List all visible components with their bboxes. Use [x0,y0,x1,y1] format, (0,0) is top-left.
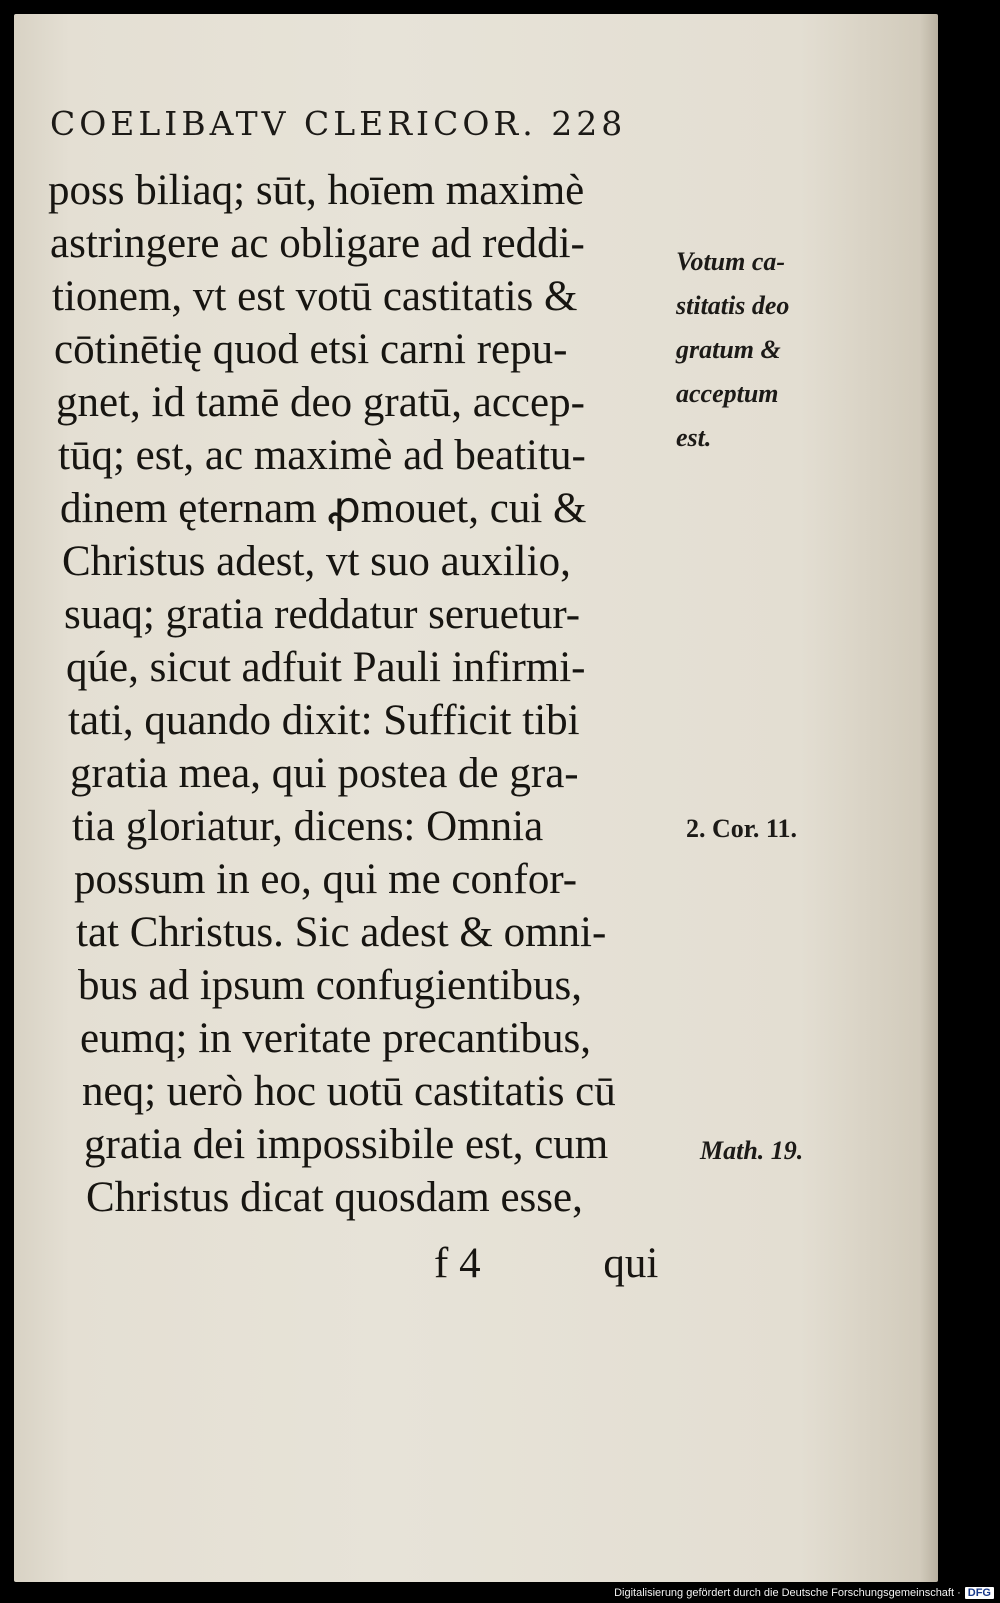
dfg-logo: DFG [965,1587,994,1599]
marginal-note-line: acceptum [676,379,779,408]
text-line: Christus dicat quosdam esse, [86,1174,583,1221]
text-line: poss biliaq; sūt, hoīem maximè [48,167,585,214]
marginal-note-line: gratum & [676,335,781,364]
marginal-note-line: stitatis deo [676,291,790,320]
text-line: cōtinētię quod etsi carni repu- [54,326,568,373]
text-line: astringere ac obligare ad reddi- [50,220,585,267]
text-line: tia gloriatur, dicens: Omnia [72,803,544,850]
marginal-note-line: Votum ca- [676,247,786,276]
text-line: possum in eo, qui me confor- [74,856,578,903]
signature-line [434,1239,658,1288]
text-line: tat Christus. Sic adest & omni- [76,909,607,956]
text-line: Christus adest, vt suo auxilio, [62,538,571,585]
text-line: tionem, vt est votū castitatis & [52,273,578,320]
text-line: gratia dei impossibile est, cum [84,1121,609,1168]
marginal-note-cor: 2. Cor. 11. [686,814,797,843]
text-line: gratia mea, qui postea de gra- [70,750,579,797]
text-line: gnet, id tamē deo gratū, accep- [56,379,585,426]
signature-mark: f 4 [434,1240,481,1287]
text-line: suaq; gratia reddatur seruetur- [64,591,581,638]
book-page [14,14,938,1582]
page-edge-shadow [920,14,938,1582]
marginal-note-math: Math. 19. [700,1136,804,1165]
text-line: tati, quando dixit: Sufficit tibi [68,697,580,744]
catchword: qui [603,1240,659,1287]
text-line: dinem ęternam ꝓmouet, cui & [60,485,587,532]
text-line: eumq; in veritate precantibus, [80,1015,592,1062]
running-header: COELIBATV CLERICOR. 228 [50,104,627,143]
marginal-note-votum [676,240,789,460]
marginal-note-line: est. [676,423,712,452]
text-line: neq; uerò hoc uotū castitatis cū [82,1068,616,1115]
text-line: bus ad ipsum confugientibus, [78,962,583,1009]
credit-text: Digitalisierung gefördert durch die Deutsche Forschungsgemeinschaft · [614,1587,961,1599]
main-text-block [44,164,704,1224]
digitization-credit [614,1587,994,1599]
text-line: tūq; est, ac maximè ad beatitu- [58,432,586,479]
text-line: qúe, sicut adfuit Pauli infirmi- [66,644,586,691]
